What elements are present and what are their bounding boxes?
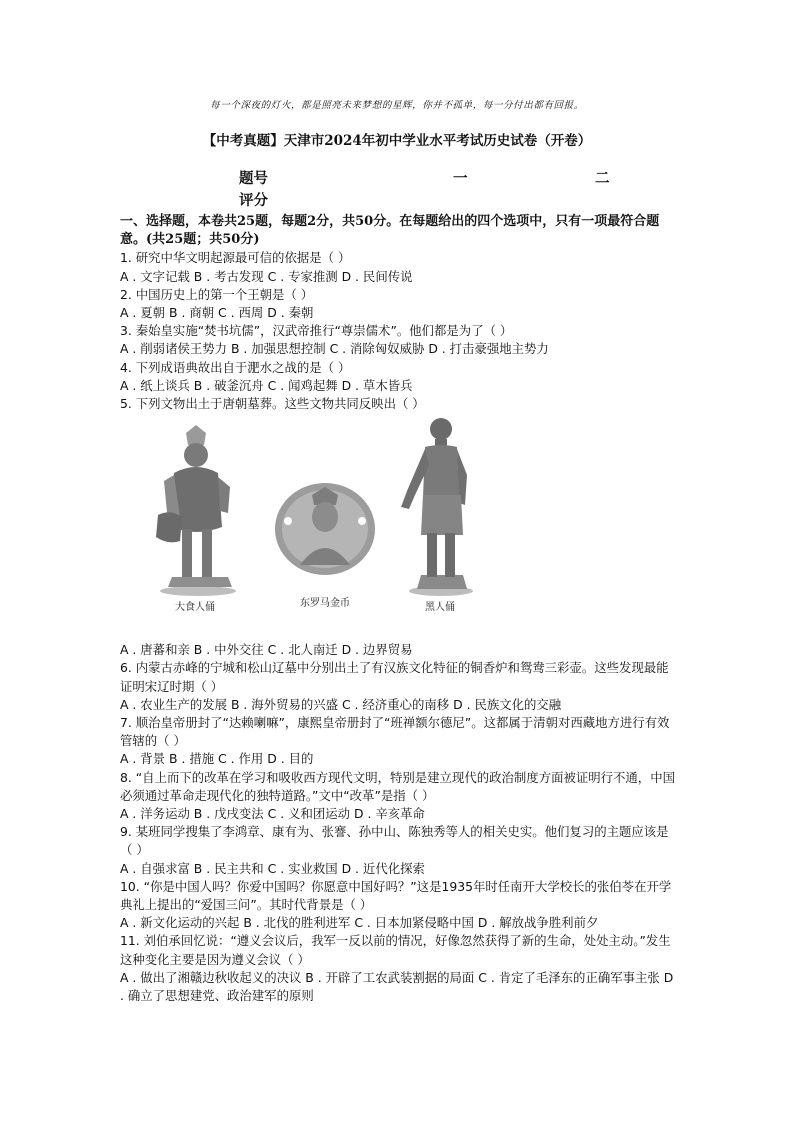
question-options: A . 夏朝 B . 商朝 C . 西周 D . 秦朝 [120,305,314,321]
question-stem: 2. 中国历史上的第一个王朝是（ ） [120,286,314,302]
question-options: A . 削弱诸侯王势力 B . 加强思想控制 C . 消除匈奴威胁 D . 打击豪强地主势力 [120,341,549,357]
figure-caption: 黑人俑 [425,602,455,614]
column-two-label: 二 [595,170,610,187]
black-figurine-image [385,415,495,597]
score-table-score-row [0,189,794,211]
question-options: A . 纸上谈兵 B . 破釜沉舟 C . 闻鸡起舞 D . 草木皆兵 [120,377,413,393]
score-label: 评分 [239,192,268,209]
question-stem: 11. 刘伯承回忆说：“遵义会议后，我军一反以前的情况，好像忽然获得了新的生命，处处主动。”发生这种变化主要是因为遵义会议（ ） [120,933,671,967]
question-stem: 5. 下列文物出土于唐朝墓葬。这些文物共同反映出（ ） [120,396,425,412]
question-stem: 4. 下列成语典故出自于淝水之战的是（ ） [120,359,351,375]
figure-caption: 大食人俑 [175,602,215,614]
header-motto: 每一个深夜的灯火，都是照亮未来梦想的星辉，你并不孤单，每一分付出都有回报。 [210,100,584,111]
artifact-figure [270,469,380,613]
question-list [120,213,680,1005]
artifact-figures [120,413,680,641]
question-number-label: 题号 [239,170,268,187]
question-options: A . 文字记载 B . 考古发现 C . 专家推测 D . 民间传说 [120,268,413,284]
question-options: A . 做出了湘赣边秋收起义的决议 B . 开辟了工农武装割据的局面 C . 肯定了毛泽东的正确军事主张 D . 确立了思想建党、政治建军的原则 [120,969,674,1004]
byzantine-gold-coin-image [270,469,380,593]
question-stem: 1. 研究中华文明起源最可信的依据是（ ） [120,250,351,266]
question-options: A . 农业生产的发展 B . 海外贸易的兴盛 C . 经济重心的南移 D . 民族文化的交融 [120,696,562,712]
question-stem: 10. “你是中国人吗？你爱中国吗？你愿意中国好吗？”这是1935年时任南开大学校长的张伯苓在开学典礼上提出的“爱国三问”。其时代背景是（ ） [120,878,672,913]
question-stem: 8. “自上而下的改革在学习和吸收西方现代文明，特别是建立现代的政治制度方面被证明行不通，中国必须通过革命走现代化的独特道路。”文中“改革”是指（ ） [120,769,675,803]
question-stem: 9. 某班同学搜集了李鸿章、康有为、张謇、孙中山、陈独秀等人的相关史实。他们复习的主题应该是（ ） [120,824,669,858]
figure-caption: 东罗马金币 [300,598,350,610]
question-options: A . 新文化运动的兴起 B . 北伐的胜利进军 C . 日本加紧侵略中国 D . 解放战争胜利前夕 [120,915,599,931]
score-table [0,167,794,211]
artifact-figure [140,425,250,617]
question-stem: 7. 顺治皇帝册封了“达赖喇嘛”，康熙皇帝册封了“班禅额尔德尼”。这都属于清朝对西藏地方进行有效管辖的（ ） [120,715,670,749]
question-options: A . 自强求富 B . 民主共和 C . 实业救国 D . 近代化探索 [120,860,425,876]
exam-title: 【中考真题】天津市2024年初中学业水平考试历史试卷（开卷） [202,133,592,149]
question-options: A . 背景 B . 措施 C . 作用 D . 目的 [120,751,314,767]
dashi-figurine-image [140,425,250,597]
question-stem: 6. 内蒙古赤峰的宁城和松山辽墓中分别出土了有汉族文化特征的铜香炉和鸳鸯三彩壶。这些发现最能证明宋辽时期（ ） [120,660,669,694]
column-one-label: 一 [453,170,468,187]
question-stem: 3. 秦始皇实施“焚书坑儒”，汉武帝推行“尊崇儒术”。他们都是为了（ ） [120,323,513,339]
section-heading: 一、选择题，本卷共25题，每题2分，共50分。在每题给出的四个选项中，只有一项最符合题意。(共25题；共50分) [120,214,660,248]
question-options: A . 唐蕃和亲 B . 中外交往 C . 北人南迁 D . 边界贸易 [120,642,413,658]
score-table-header-row [0,167,794,189]
artifact-figure [385,415,495,617]
question-options: A . 洋务运动 B . 戊戌变法 C . 义和团运动 D . 辛亥革命 [120,806,425,822]
